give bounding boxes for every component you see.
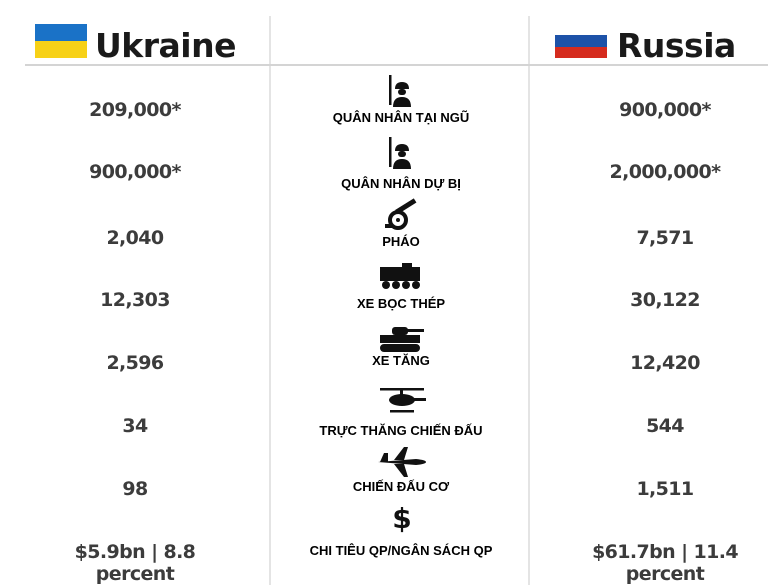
russia-value: 12,420 (630, 352, 700, 374)
row-category-label: CHI TIÊU QP/NGÂN SÁCH QP (309, 543, 493, 558)
helicopter-icon (376, 383, 428, 417)
russia-flag-icon (555, 24, 607, 58)
ukraine-value: 34 (122, 415, 148, 437)
artillery-icon (376, 198, 428, 232)
row-category-label: XE BỌC THÉP (356, 296, 446, 311)
fighter-jet-icon (376, 445, 428, 479)
column-divider-left (269, 16, 271, 585)
ukraine-value: 900,000* (89, 161, 181, 183)
tank-icon (376, 321, 428, 355)
ukraine-title: Ukraine (95, 26, 236, 65)
russia-value: 544 (646, 415, 684, 437)
ukraine-value: $5.9bn | 8.8 percent (74, 541, 196, 585)
russia-value: 900,000* (619, 99, 711, 121)
row-category-label: QUÂN NHÂN DỰ BỊ (341, 176, 461, 191)
russia-title: Russia (617, 26, 736, 65)
ukraine-value: 209,000* (89, 99, 181, 121)
armored-vehicle-icon (376, 258, 428, 292)
soldier-icon (376, 135, 428, 169)
ukraine-flag-icon (35, 24, 87, 58)
ukraine-value: 12,303 (100, 289, 170, 311)
soldier-icon (376, 73, 428, 107)
row-category-label: QUÂN NHÂN TẠI NGŨ (332, 110, 470, 125)
row-category-label: XE TĂNG (372, 353, 430, 368)
svg-text:$: $ (392, 502, 412, 534)
russia-value: 2,000,000* (609, 161, 721, 183)
ukraine-value: 98 (122, 478, 148, 500)
ukraine-value: 2,596 (106, 352, 164, 374)
russia-value: 1,511 (636, 478, 694, 500)
russia-value: 7,571 (636, 227, 694, 249)
russia-value: 30,122 (630, 289, 700, 311)
row-category-label: TRỰC THĂNG CHIẾN ĐẤU (319, 423, 483, 438)
russia-value: $61.7bn | 11.4 percent (592, 541, 738, 585)
row-category-label: PHÁO (382, 234, 420, 249)
dollar-icon (376, 500, 428, 534)
ukraine-value: 2,040 (106, 227, 164, 249)
row-category-label: CHIẾN ĐẤU CƠ (352, 479, 450, 494)
